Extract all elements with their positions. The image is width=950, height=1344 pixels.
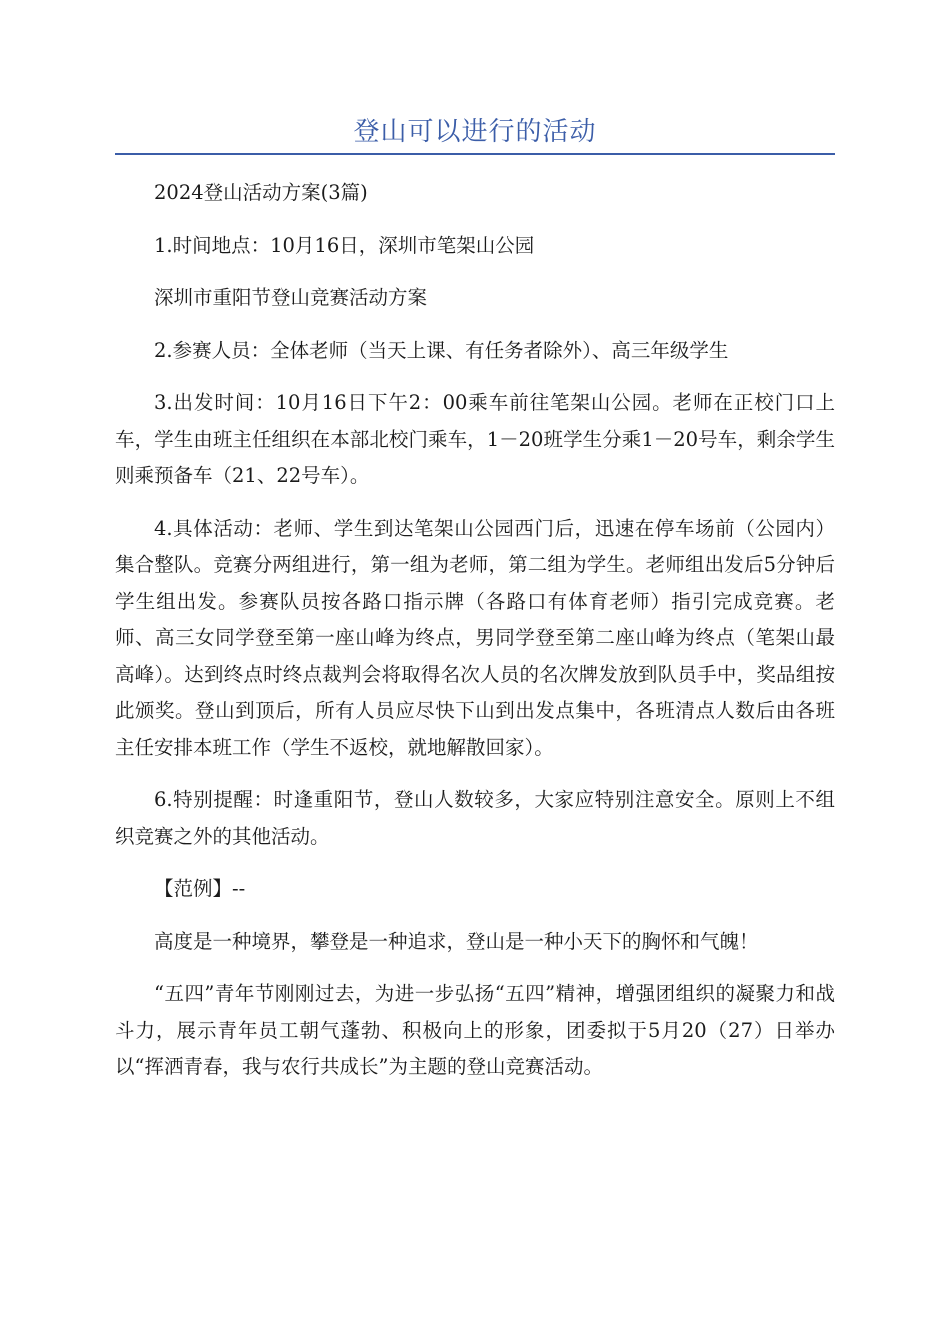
paragraph-activities: 4.具体活动：老师、学生到达笔架山公园西门后，迅速在停车场前（公园内）集合整队。竞赛分两组进行，第一组为老师，第二组为学生。老师组出发后5分钟后学生组出发。参赛队员按各路口指示牌（各路口有体育老师）指引完成竞赛。老师、高三女同学登至第一座山峰为终点，男同学登至第二座山峰为终点（笔架山最高峰）。达到终点时终点裁判会将取得名次人员的名次牌发放到队员手中，奖品组按此颁奖。登山到顶后，所有人员应尽快下山到出发点集中，各班清点人数后由各班主任安排本班工作（学生不返校，就地解散回家）。 bbox=[115, 516, 835, 759]
document-title: 登山可以进行的活动 bbox=[353, 117, 597, 147]
document-body bbox=[115, 175, 835, 1102]
paragraph-example-marker: 【范例】-- bbox=[154, 877, 246, 900]
paragraph-time-location: 1.时间地点：10月16日，深圳市笔架山公园 bbox=[154, 233, 535, 257]
paragraph-youth-day: “五四”青年节刚刚过去，为进一步弘扬“五四”精神，增强团组织的凝聚力和战斗力，展示青年员工朝气蓬勃、积极向上的形象，团委拟于5月20（27）日举办以“挥洒青春，我与农行共成长”为主题的登山竞赛活动。 bbox=[115, 982, 835, 1078]
title-underline bbox=[115, 153, 835, 155]
paragraph-quote: 高度是一种境界，攀登是一种追求，登山是一种小天下的胸怀和气魄！ bbox=[154, 929, 759, 953]
paragraph-special-reminder: 6.特别提醒：时逢重阳节，登山人数较多，大家应特别注意安全。原则上不组织竞赛之外的其他活动。 bbox=[115, 788, 835, 848]
paragraph-participants: 2.参赛人员：全体老师（当天上课、有任务者除外）、高三年级学生 bbox=[154, 338, 729, 362]
paragraph-plan-heading: 2024登山活动方案(3篇) bbox=[154, 181, 368, 204]
paragraph-plan-subtitle: 深圳市重阳节登山竞赛活动方案 bbox=[154, 286, 428, 309]
paragraph-departure-time: 3.出发时间：10月16日下午2：00乘车前往笔架山公园。老师在正校门口上车，学生由班主任组织在本部北校门乘车，1－20班学生分乘1－20号车，剩余学生则乘预备车（21、22号车）。 bbox=[115, 391, 835, 487]
